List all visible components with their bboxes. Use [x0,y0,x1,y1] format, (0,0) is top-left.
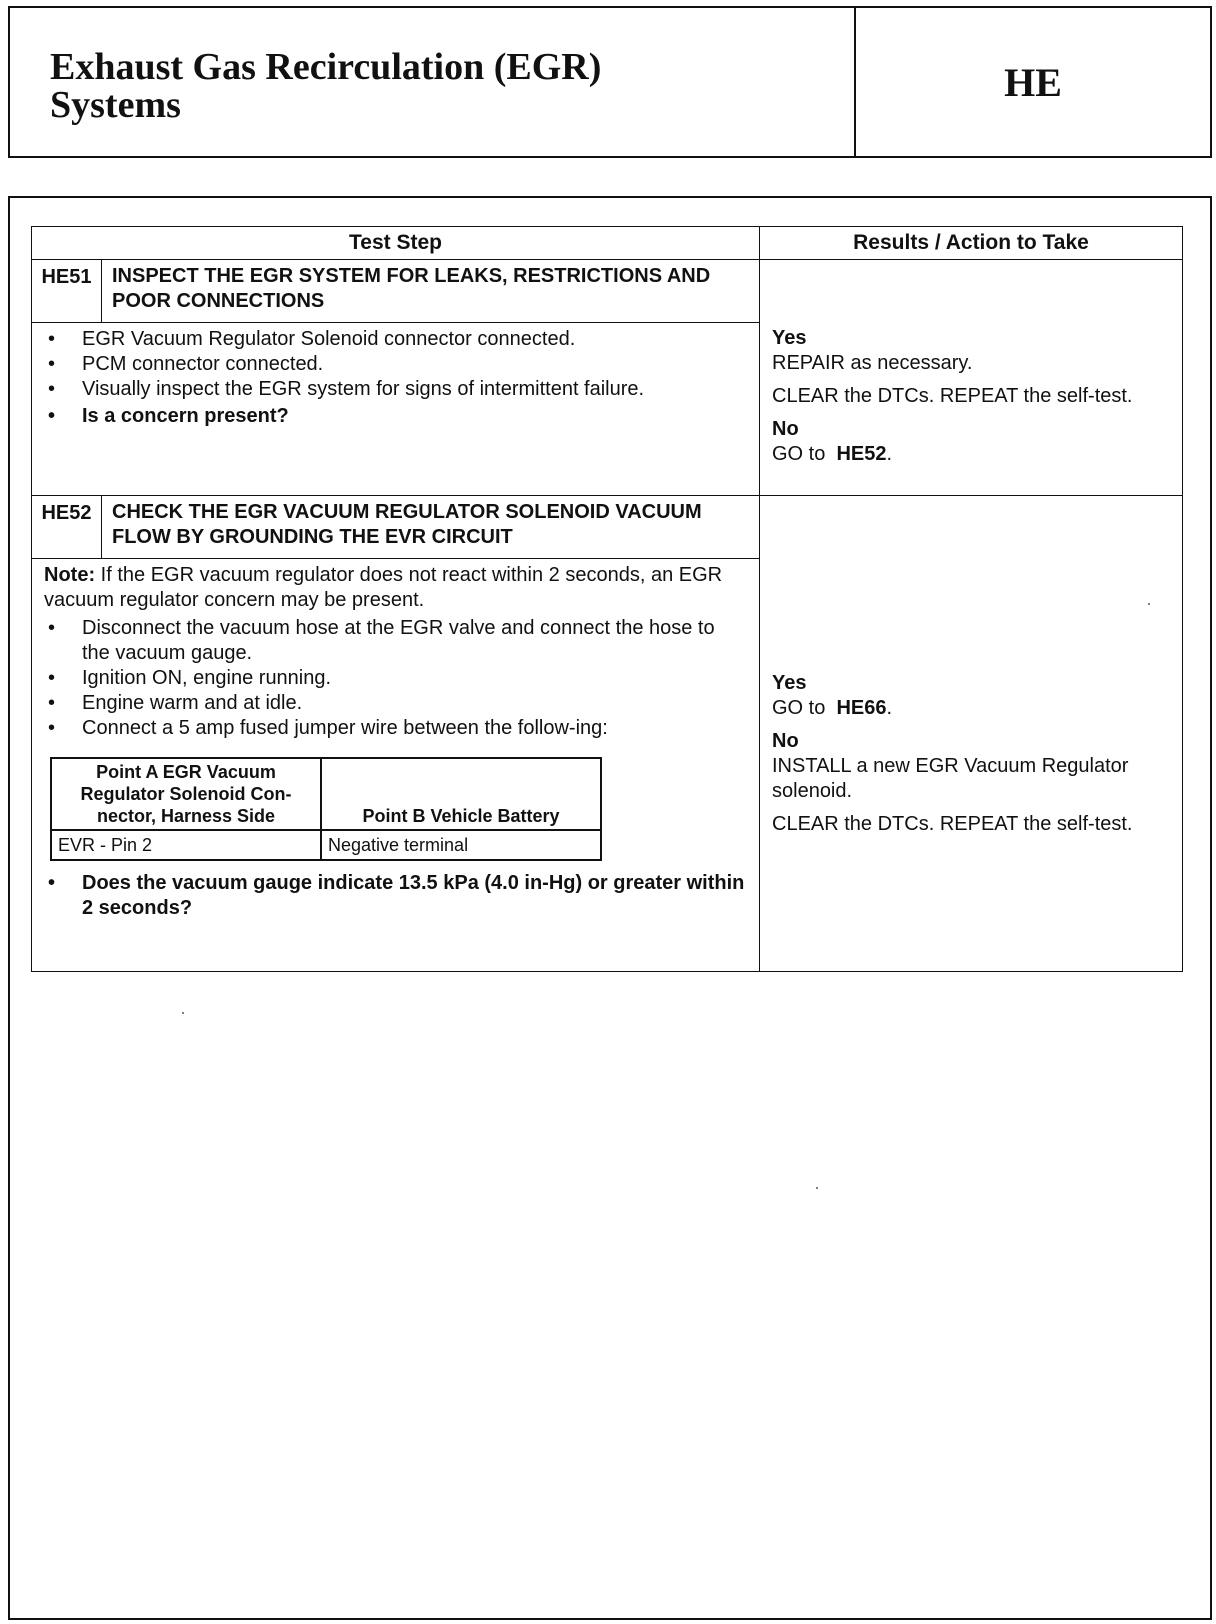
scan-speck [816,1187,818,1189]
result-goto: GO to HE52. [772,443,893,465]
table-row [32,496,1183,559]
list-item: • PCM connector connected. [44,352,747,377]
list-item: • Visually inspect the EGR system for signs of intermittent failure. [44,377,747,402]
result-action: CLEAR the DTCs. REPEAT the self-test. [772,385,1133,407]
step-bullet-list [44,871,747,921]
document-title: Exhaust Gas Recirculation (EGR) Systems [50,46,602,126]
list-item: • Connect a 5 amp fused jumper wire between the follow-ing: [44,716,747,741]
subtable-cell: EVR - Pin 2 [51,830,321,860]
step-id: HE51 [32,260,102,323]
step-body [32,559,760,972]
section-code: HE [1004,59,1062,105]
list-item: • Ignition ON, engine running. [44,666,747,691]
table-row [51,830,601,860]
result-goto: GO to HE66. [772,697,893,719]
result-action: INSTALL a new EGR Vacuum Regulator solenoid. [772,755,1129,802]
step-results [760,260,1183,496]
subtable-header-point-b: Point B Vehicle Battery [321,758,601,830]
result-action: REPAIR as necessary. [772,352,973,374]
scan-speck [182,1012,184,1014]
goto-step-link: HE52 [836,443,887,465]
step-question: • Is a concern present? [44,404,747,429]
step-title: INSPECT THE EGR SYSTEM FOR LEAKS, RESTRICTIONS AND POOR CONNECTIONS [102,260,760,323]
jumper-connection-table [50,757,602,861]
result-yes-label: Yes [772,327,807,349]
step-question: • Does the vacuum gauge indicate 13.5 kPa (4.0 in-Hg) or greater within 2 seconds? [44,871,747,921]
document-header [8,6,1212,158]
step-results [760,496,1183,972]
table-row [32,260,1183,323]
result-yes-label: Yes [772,672,807,694]
step-body [32,323,760,496]
column-header-results: Results / Action to Take [760,227,1183,260]
list-item: • EGR Vacuum Regulator Solenoid connector connected. [44,327,747,352]
step-bullet-list [44,616,747,741]
result-no-label: No [772,730,799,752]
subtable-cell: Negative terminal [321,830,601,860]
subtable-header-point-a: Point A EGR Vacuum Regulator Solenoid Con-nector, Harness Side [51,758,321,830]
test-step-table [31,226,1183,972]
result-no-label: No [772,418,799,440]
column-header-test-step: Test Step [32,227,760,260]
step-id: HE52 [32,496,102,559]
result-action: CLEAR the DTCs. REPEAT the self-test. [772,813,1133,835]
list-item: • Disconnect the vacuum hose at the EGR valve and connect the hose to the vacuum gauge. [44,616,747,666]
list-item: • Engine warm and at idle. [44,691,747,716]
step-bullet-list [44,327,747,429]
step-note: Note: If the EGR vacuum regulator does not react within 2 seconds, an EGR vacuum regulator concern may be present. [44,564,723,611]
scan-speck [1148,603,1150,605]
goto-step-link: HE66 [836,697,887,719]
step-title: CHECK THE EGR VACUUM REGULATOR SOLENOID VACUUM FLOW BY GROUNDING THE EVR CIRCUIT [102,496,760,559]
